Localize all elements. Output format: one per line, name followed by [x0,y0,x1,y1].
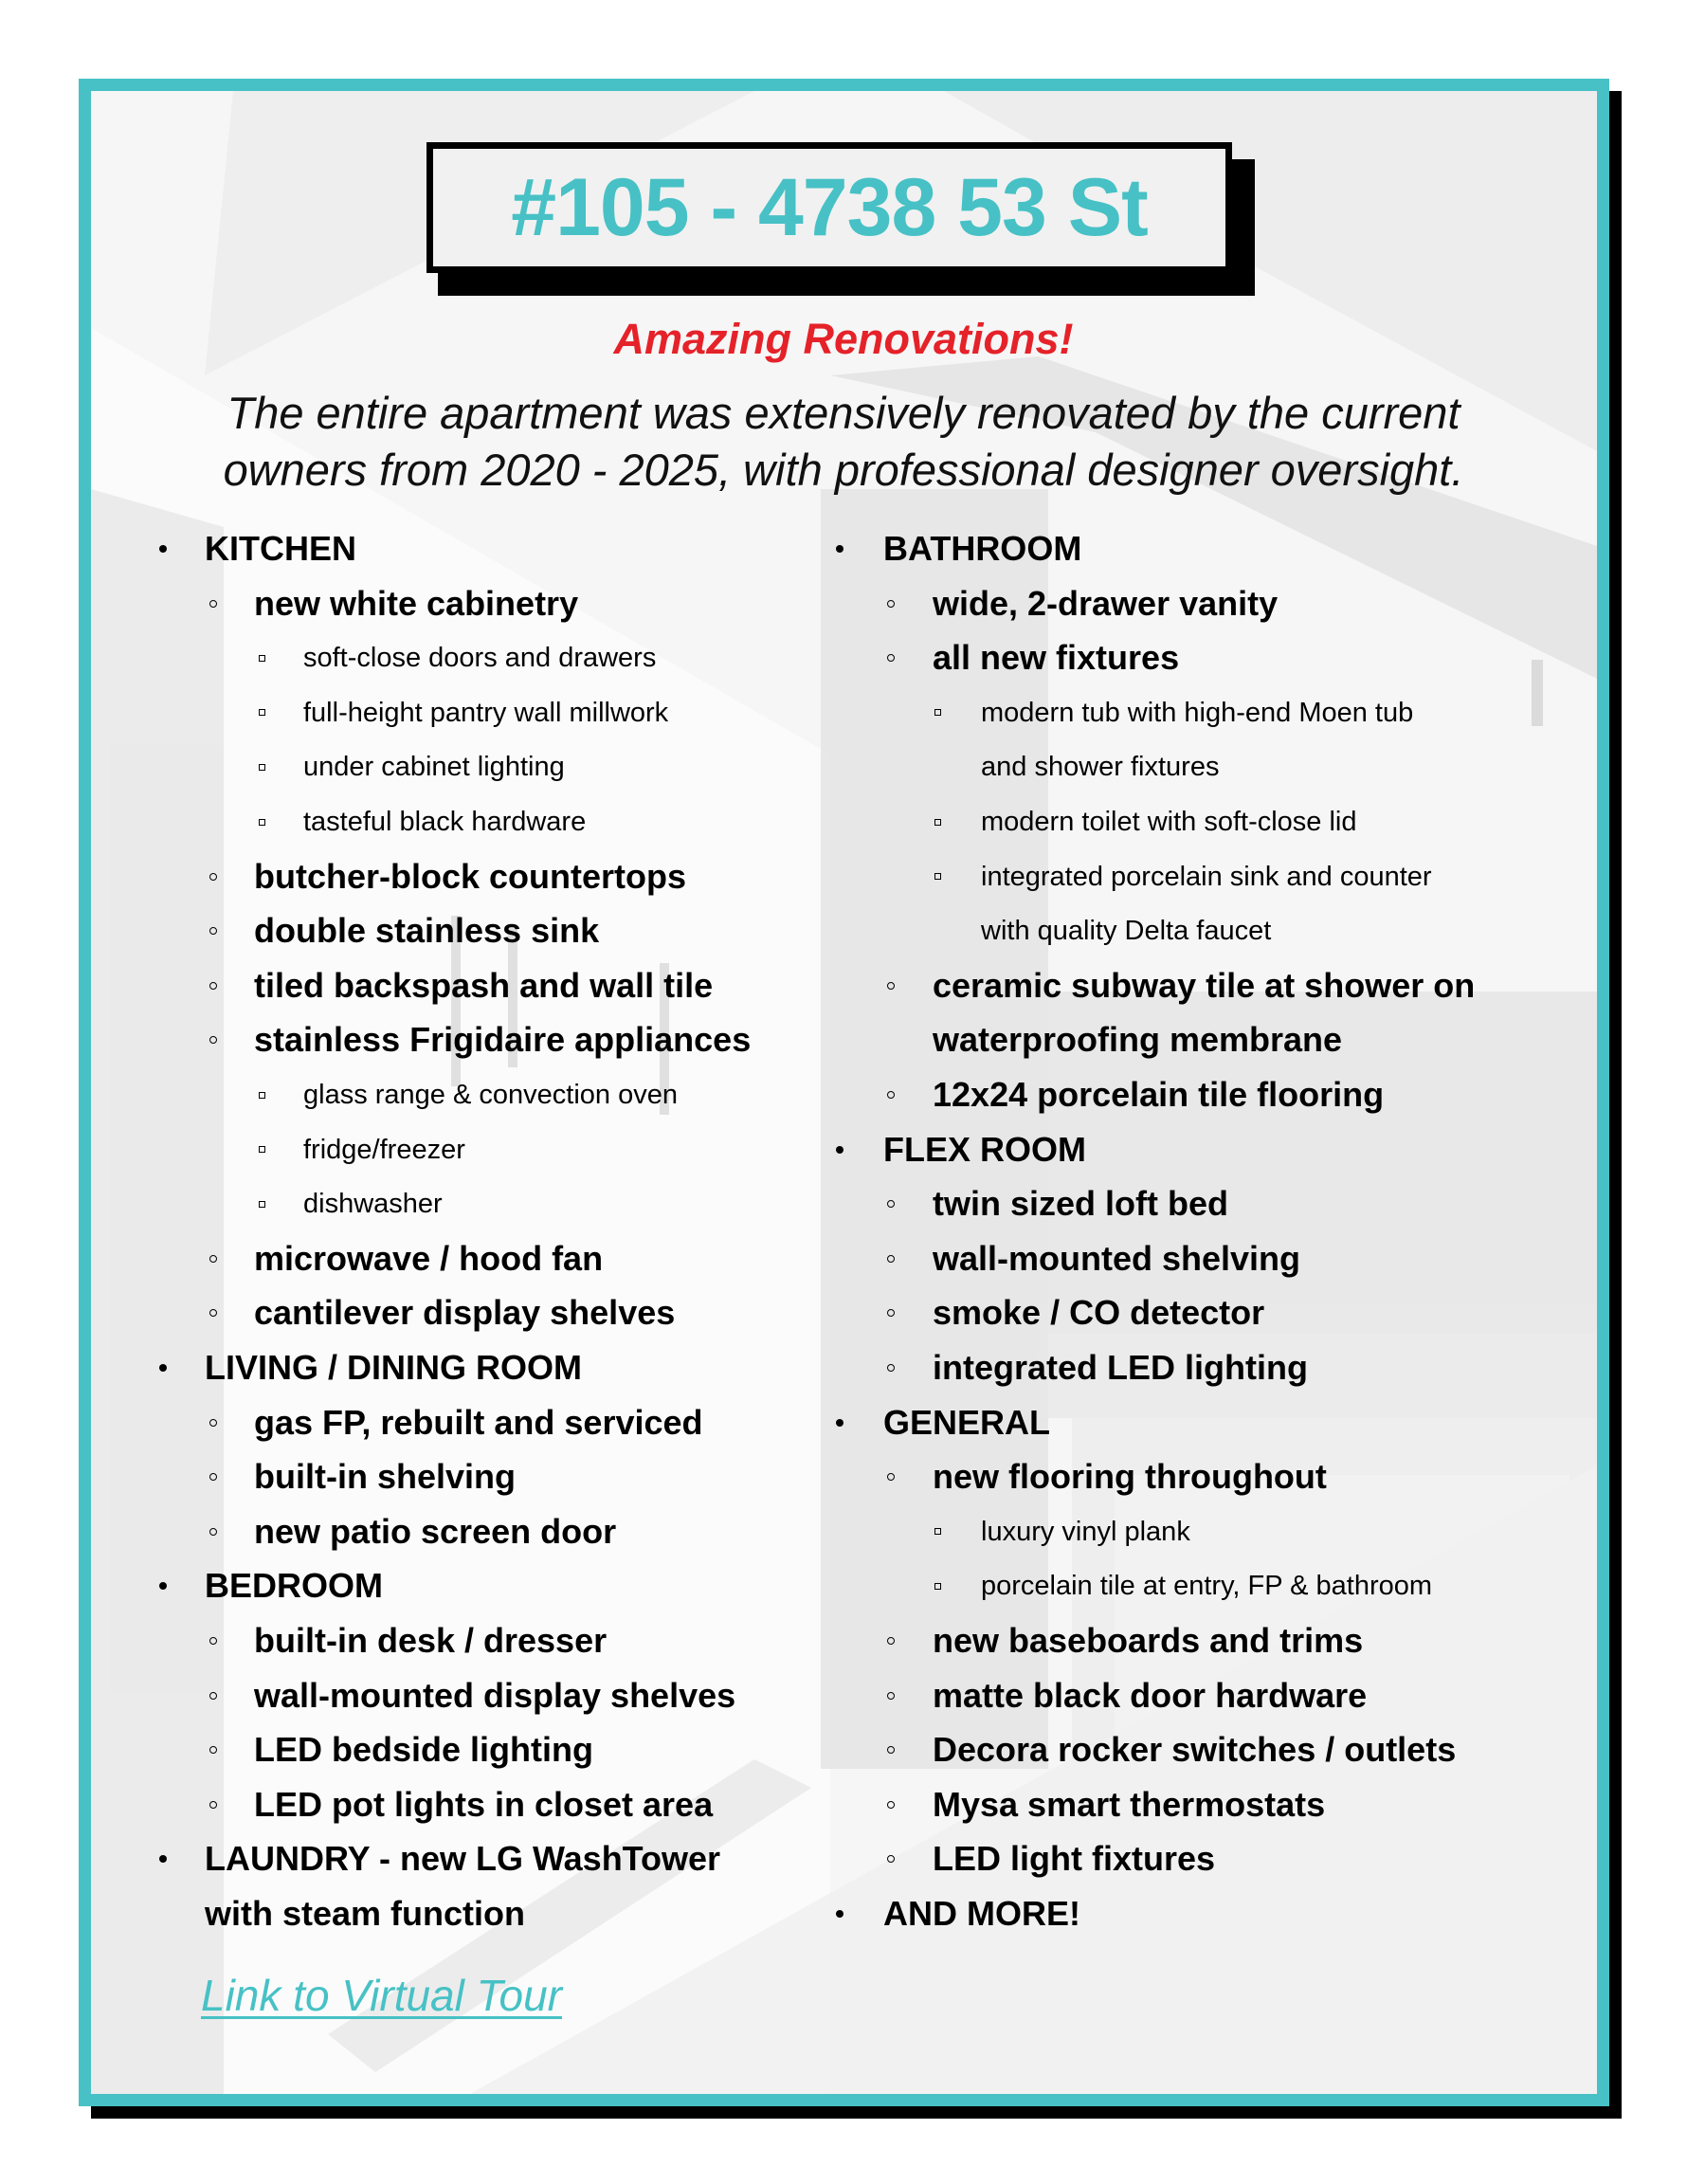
list-item-text: LAUNDRY - new LG WashTower [205,1839,721,1879]
list-item-text: waterproofing membrane [933,1020,1343,1060]
list-item-text: built-in desk / dresser [254,1621,608,1660]
bullet-circle-icon [881,1831,900,1886]
bullet-circle-icon [204,1395,223,1450]
bullet-disc-icon [830,1886,849,1941]
bullet-circle-icon [204,1613,223,1668]
bullet-mark [934,1583,941,1590]
bullet-disc-icon [830,521,849,576]
list-item-text: with quality Delta faucet [981,916,1272,947]
list-item-text: new patio screen door [254,1511,617,1551]
bullet-mark [887,654,895,662]
list-item-text: integrated porcelain sink and counter [981,861,1432,892]
bullet-square-icon [252,1067,271,1122]
bullet-disc-icon [830,1122,849,1177]
list-item-text: smoke / CO detector [933,1293,1265,1333]
bullet-circle-icon [204,1668,223,1723]
bullet-mark [887,1091,895,1099]
tagline: Amazing Renovations! [613,315,1074,363]
bullet-circle-icon [204,849,223,904]
list-item-text: LIVING / DINING ROOM [205,1348,583,1387]
list-item-text: soft-close doors and drawers [303,643,657,674]
bullet-square-icon [928,1558,947,1613]
bullet-circle-icon [881,1668,900,1723]
bullet-mark [209,600,217,608]
bullet-mark [836,1419,844,1427]
list-item-text: luxury vinyl plank [981,1516,1190,1547]
list-item-text: FLEX ROOM [883,1129,1086,1169]
address-title-box [426,142,1232,273]
list-item-text: modern toilet with soft-close lid [981,807,1357,837]
bullet-mark [887,982,895,990]
bullet-circle-icon [881,1722,900,1777]
list-item-text: KITCHEN [205,529,356,568]
bullet-mark [209,1473,217,1481]
virtual-tour-link[interactable]: Link to Virtual Tour [201,1971,563,2020]
bullet-mark [934,709,941,716]
list-item-text: tasteful black hardware [303,807,587,837]
bullet-mark [209,1692,217,1700]
list-item-text: fridge/freezer [303,1134,465,1165]
bullet-mark [887,1309,895,1317]
list-item-text: and shower fixtures [981,752,1220,783]
list-item-text: wall-mounted display shelves [254,1675,736,1715]
list-item-text: with steam function [205,1894,526,1933]
bullet-mark [209,1528,217,1536]
list-item-text: dishwasher [303,1189,443,1220]
bullet-mark [887,600,895,608]
bullet-mark [887,1364,895,1372]
bullet-mark [259,655,265,662]
list-item-text: Decora rocker switches / outlets [933,1730,1457,1770]
address-title: #105 - 4738 53 St [511,161,1148,253]
bullet-circle-icon [204,958,223,1013]
list-item-text: modern tub with high-end Moen tub [981,697,1414,728]
list-item-text: 12x24 porcelain tile flooring [933,1075,1385,1114]
list-item-text: porcelain tile at entry, FP & bathroom [981,1571,1433,1602]
bullet-square-icon [252,794,271,849]
bullet-mark [209,1309,217,1317]
bullet-mark [836,545,844,553]
bullet-mark [887,1200,895,1208]
bullet-square-icon [928,794,947,849]
list-item-text: wall-mounted shelving [933,1238,1301,1278]
list-item-text: matte black door hardware [933,1675,1368,1715]
bullet-circle-icon [204,1231,223,1286]
bullet-disc-icon [154,1831,172,1886]
bullet-square-icon [928,849,947,904]
list-item-text: microwave / hood fan [254,1238,604,1278]
list-item-text: wide, 2-drawer vanity [933,583,1279,623]
bullet-disc-icon [154,521,172,576]
bullet-mark [887,1692,895,1700]
bullet-mark [887,1801,895,1809]
list-item-text: under cabinet lighting [303,752,565,783]
list-item-text: GENERAL [883,1402,1051,1442]
bullet-mark [259,1201,265,1208]
bullet-mark [259,1092,265,1099]
list-item-text: all new fixtures [933,638,1180,678]
bullet-mark [209,1255,217,1263]
bullet-circle-icon [204,903,223,958]
bullet-mark [887,1746,895,1754]
list-item-text: integrated LED lighting [933,1348,1308,1387]
bullet-mark [259,764,265,771]
bullet-square-icon [928,685,947,740]
list-item-text: glass range & convection oven [303,1080,678,1110]
bullet-mark [209,982,217,990]
bullet-circle-icon [881,576,900,631]
bullet-circle-icon [204,576,223,631]
list-item-text: Mysa smart thermostats [933,1784,1326,1824]
bullet-circle-icon [881,1285,900,1340]
bullet-mark [836,1146,844,1154]
bullet-mark [887,1855,895,1863]
list-item-text: LED pot lights in closet area [254,1784,714,1824]
bullet-circle-icon [204,1012,223,1067]
bullet-disc-icon [154,1340,172,1395]
list-item-text: built-in shelving [254,1457,516,1497]
list-item-text: full-height pantry wall millwork [303,697,669,728]
list-item-text: twin sized loft bed [933,1184,1228,1224]
bullet-mark [259,1146,265,1153]
list-item-text: ceramic subway tile at shower on [933,965,1476,1005]
bullet-mark [887,1637,895,1645]
bullet-circle-icon [881,1176,900,1231]
bullet-mark [259,819,265,826]
bullet-circle-icon [881,630,900,685]
bullet-mark [159,1364,167,1372]
list-item-text: new white cabinetry [254,583,579,623]
bullet-mark [209,1036,217,1044]
list-item-text: butcher-block countertops [254,856,687,896]
bullet-mark [209,1746,217,1754]
bullet-circle-icon [881,1340,900,1395]
list-item-text: new flooring throughout [933,1457,1327,1497]
bullet-square-icon [252,1176,271,1231]
bullet-square-icon [252,630,271,685]
bullet-circle-icon [204,1504,223,1559]
bullet-circle-icon [881,1449,900,1504]
list-item-text: BEDROOM [205,1566,383,1606]
bullet-mark [887,1255,895,1263]
bullet-square-icon [252,739,271,794]
list-item-text: gas FP, rebuilt and serviced [254,1402,703,1442]
list-item-text: LED bedside lighting [254,1730,593,1770]
list-item-text: tiled backspash and wall tile [254,965,714,1005]
bullet-circle-icon [881,1067,900,1122]
bullet-square-icon [928,1504,947,1559]
bullet-circle-icon [881,1613,900,1668]
bullet-circle-icon [204,1285,223,1340]
bullet-mark [934,873,941,880]
bullet-mark [259,709,265,716]
bullet-circle-icon [204,1449,223,1504]
bullet-mark [159,1582,167,1590]
list-item-text: stainless Frigidaire appliances [254,1020,752,1060]
bullet-disc-icon [154,1558,172,1613]
list-item-text: new baseboards and trims [933,1621,1364,1660]
list-item-text: BATHROOM [883,529,1082,568]
bullet-mark [887,1473,895,1481]
bullet-circle-icon [881,1231,900,1286]
list-item-text: double stainless sink [254,911,600,951]
bullet-mark [159,1855,167,1863]
bullet-square-icon [252,1122,271,1177]
bullet-disc-icon [830,1395,849,1450]
bullet-circle-icon [204,1777,223,1832]
bullet-mark [209,1801,217,1809]
bullet-circle-icon [881,1777,900,1832]
intro-line-2: owners from 2020 - 2025, with professional designer oversight. [223,445,1464,495]
list-item-text: LED light fixtures [933,1839,1216,1879]
bullet-mark [209,1637,217,1645]
bullet-circle-icon [881,958,900,1013]
list-item-text: cantilever display shelves [254,1293,676,1333]
bullet-circle-icon [204,1722,223,1777]
bullet-mark [209,873,217,881]
bullet-mark [934,819,941,826]
bullet-mark [836,1910,844,1918]
intro-line-1: The entire apartment was extensively renovated by the current [227,388,1460,438]
bullet-mark [159,545,167,553]
list-item-text: AND MORE! [883,1894,1080,1933]
bullet-mark [209,927,217,935]
bullet-mark [934,1528,941,1535]
bullet-mark [209,1419,217,1427]
bullet-square-icon [252,685,271,740]
